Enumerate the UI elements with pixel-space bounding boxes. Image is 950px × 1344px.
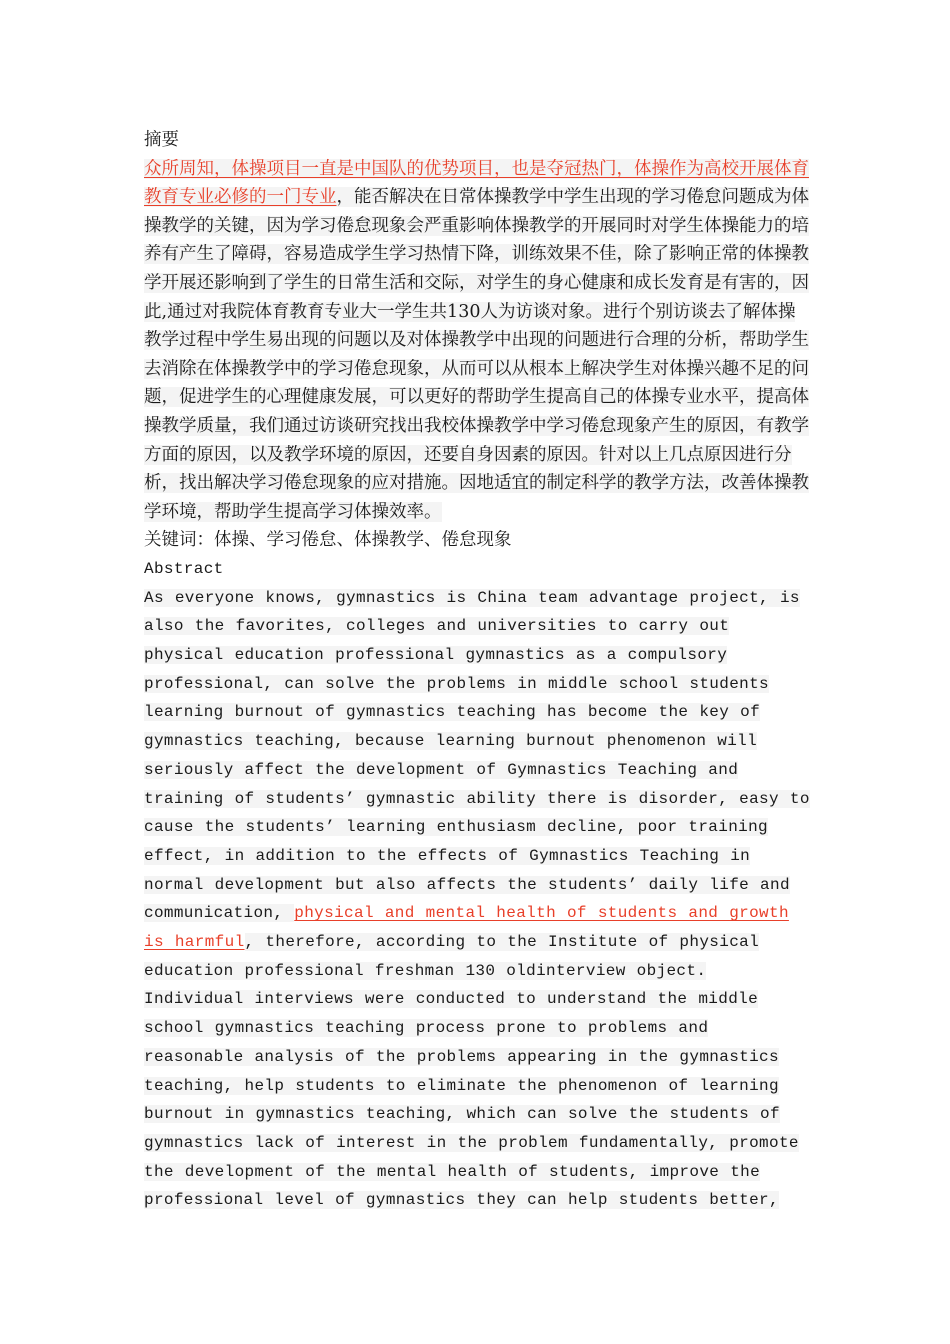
abstract-cn-body: ，能否解决在日常体操教学中学生出现的学习倦怠问题成为体操教学的关键，因为学习倦怠现象会严重影响体操教学的开展同时对学生体操能力的培养有产生了障碍，容易造成学生学习热情下降，训练效果不佳，除了影响正常的体操教学开展还影响到了学生的日常生活和交际，对学生的身心健康和成长发育是有害的，因此,通过对我院体育教育专业大一学生共130人为访谈对象。进行个别访谈去了解体操教学过程中学生易出现的问题以及对体操教学中出现的问题进行合理的分析，帮助学生去消除在体操教学中的学习倦怠现象，从而可以从根本上解决学生对体操兴趣不足的问题，促进学生的心理健康发展，可以更好的帮助学生提高自己的体操专业水平，提高体操教学质量，我们通过访谈研究找出我校体操教学中学习倦怠现象产生的原因，有教学方面的原因，以及教学环境的原因，还要自身因素的原因。针对以上几点原因进行分析，找出解决学习倦怠现象的应对措施。因地适宜的制定科学的教学方法，改善体操教学环境，帮助学生提高学习体操效率。 (144, 187, 809, 522)
document-page (144, 126, 812, 1215)
abstract-en-body-part2: , therefore, according to the Institute of physical education professional freshman 130 oldinterview object. Individual interviews were conducted to understand the middle school gymnastics teaching process prone to problems and reasonable analysis of the problems appearing in the gymnastics teaching, help students to eliminate the phenomenon of learning burnout in gymnastics teaching, which can solve the students of gymnastics lack of interest in the problem fundamentally, promote the development of the mental health of students, improve the professional level of gymnastics they can help students better, (144, 933, 799, 1210)
abstract-en-highlighted-text: physical and mental health of students and growth is harmful (144, 904, 789, 952)
abstract-cn-highlighted-text: 众所周知，体操项目一直是中国队的优势项目，也是夺冠热门，体操作为高校开展体育教育专业必修的一门专业 (144, 158, 809, 208)
abstract-cn-heading: 摘要 (144, 130, 179, 150)
abstract-en-body-part1: As everyone knows, gymnastics is China team advantage project, is also the favorites, colleges and universities to carry out physical education professional gymnastics as a compulsory professional, can solve the problems in middle school students learning burnout of gymnastics teaching has become the key of gymnastics teaching, because learning burnout phenomenon will seriously affect the development of Gymnastics Teaching and training of students’ gymnastic ability there is disorder, easy to cause the students’ learning enthusiasm decline, poor training effect, in addition to the effects of Gymnastics Teaching in normal development but also affects the students’ daily life and communication, (144, 588, 810, 923)
abstract-en-heading: Abstract (144, 559, 224, 578)
keywords-cn: 关键词：体操、学习倦怠、体操教学、倦怠现象 (144, 530, 512, 551)
abstract-cn-section (144, 126, 812, 526)
abstract-en-section (144, 584, 812, 1215)
